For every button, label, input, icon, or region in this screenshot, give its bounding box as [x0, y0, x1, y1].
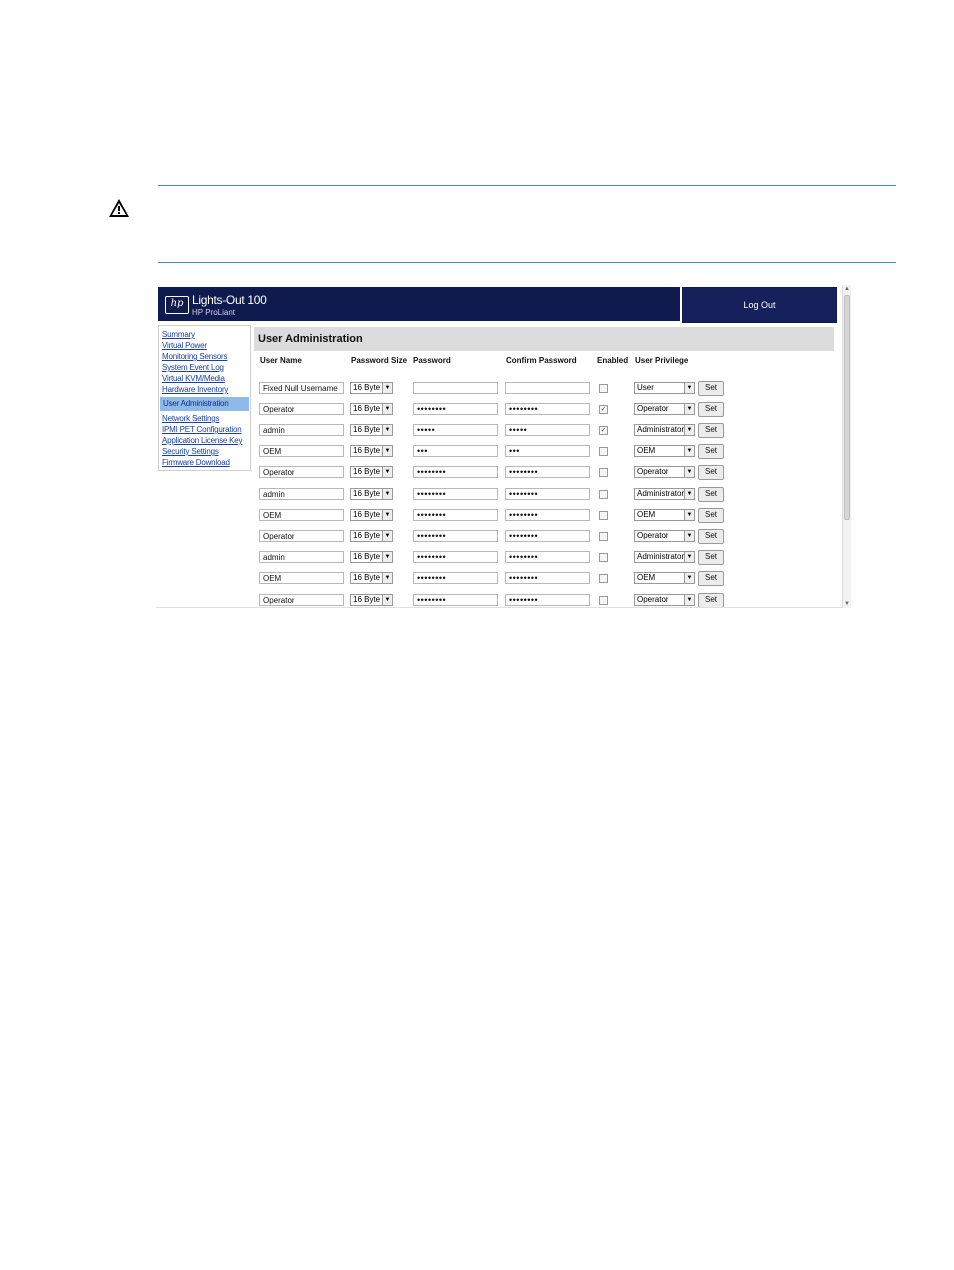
user-name-field[interactable]: OEM: [259, 509, 344, 521]
password-size-select[interactable]: 16 Byte ▼: [350, 594, 393, 606]
user-name-field[interactable]: admin: [259, 551, 344, 563]
user-privilege-select[interactable]: Operator ▼: [634, 530, 695, 542]
dropdown-arrow-icon[interactable]: ▼: [684, 446, 694, 456]
set-button[interactable]: Set: [698, 593, 724, 608]
enabled-checkbox[interactable]: ✓: [600, 427, 607, 434]
password-field[interactable]: [413, 382, 498, 394]
password-size-select[interactable]: 16 Byte ▼: [350, 551, 393, 563]
password-size-select[interactable]: 16 Byte ▼: [350, 424, 393, 436]
nav-item-application-license-key[interactable]: Application License Key: [162, 436, 243, 445]
user-name-field[interactable]: OEM: [259, 445, 344, 457]
hp-logo-icon: hp: [165, 296, 189, 314]
enabled-checkbox[interactable]: [599, 447, 608, 456]
user-name-field[interactable]: Operator: [259, 466, 344, 478]
dropdown-arrow-icon[interactable]: ▼: [382, 467, 392, 477]
confirm-password-field[interactable]: ••••••••: [505, 488, 590, 500]
set-button[interactable]: Set: [698, 529, 724, 544]
column-header-password: Password: [413, 356, 451, 365]
enabled-checkbox[interactable]: [599, 596, 608, 605]
nav-item-monitoring-sensors[interactable]: Monitoring Sensors: [162, 352, 228, 361]
header-banner: [158, 287, 680, 321]
table-row: [156, 530, 846, 544]
dropdown-arrow-icon[interactable]: ▼: [382, 446, 392, 456]
dropdown-arrow-icon[interactable]: ▼: [684, 531, 694, 541]
top-divider: [158, 185, 896, 186]
enabled-checkbox[interactable]: [599, 468, 608, 477]
password-size-select[interactable]: 16 Byte ▼: [350, 382, 393, 394]
password-size-select[interactable]: 16 Byte ▼: [350, 572, 393, 584]
password-size-select[interactable]: 16 Byte ▼: [350, 530, 393, 542]
confirm-password-field[interactable]: ••••••••: [505, 530, 590, 542]
dropdown-arrow-icon[interactable]: ▼: [382, 573, 392, 583]
nav-item-ipmi-pet-configuration[interactable]: IPMI PET Configuration: [162, 425, 242, 434]
confirm-password-field[interactable]: ••••••••: [505, 466, 590, 478]
enabled-checkbox[interactable]: [599, 384, 608, 393]
logout-button[interactable]: Log Out: [682, 287, 837, 323]
set-button[interactable]: Set: [698, 571, 724, 586]
column-header-user-privilege: User Privilege: [635, 356, 689, 365]
column-header-enabled: Enabled: [597, 356, 629, 365]
product-subtitle: HP ProLiant: [192, 308, 235, 317]
password-size-select[interactable]: 16 Byte ▼: [350, 509, 393, 521]
warning-icon: [108, 198, 130, 218]
enabled-checkbox[interactable]: [599, 574, 608, 583]
user-name-field[interactable]: Operator: [259, 594, 344, 606]
dropdown-arrow-icon[interactable]: ▼: [382, 404, 392, 414]
dropdown-arrow-icon[interactable]: ▼: [684, 425, 694, 435]
user-privilege-select[interactable]: Administrator ▼: [634, 488, 695, 500]
confirm-password-field[interactable]: •••: [505, 445, 590, 457]
user-privilege-select[interactable]: Operator ▼: [634, 403, 695, 415]
user-privilege-select[interactable]: Operator ▼: [634, 594, 695, 606]
table-row: [156, 551, 846, 565]
table-row: [156, 488, 846, 502]
enabled-checkbox[interactable]: [599, 553, 608, 562]
dropdown-arrow-icon[interactable]: ▼: [382, 595, 392, 605]
dropdown-arrow-icon[interactable]: ▼: [382, 531, 392, 541]
confirm-password-field[interactable]: ••••••••: [505, 551, 590, 563]
frame-bottom-line: [156, 607, 842, 608]
user-name-field[interactable]: OEM: [259, 572, 344, 584]
nav-item-hardware-inventory[interactable]: Hardware Inventory: [162, 385, 229, 394]
user-name-field[interactable]: Operator: [259, 403, 344, 415]
password-size-select[interactable]: 16 Byte ▼: [350, 488, 393, 500]
password-size-select[interactable]: 16 Byte ▼: [350, 466, 393, 478]
set-button[interactable]: Set: [698, 465, 724, 480]
screenshot-frame: [156, 282, 852, 610]
dropdown-arrow-icon[interactable]: ▼: [684, 467, 694, 477]
dropdown-arrow-icon[interactable]: ▼: [382, 510, 392, 520]
table-row: [156, 594, 846, 608]
nav-item-firmware-download[interactable]: Firmware Download: [162, 458, 230, 467]
dropdown-arrow-icon[interactable]: ▼: [382, 383, 392, 393]
nav-item-user-administration[interactable]: User Administration: [160, 397, 249, 411]
nav-item-security-settings[interactable]: Security Settings: [162, 447, 219, 456]
set-button[interactable]: Set: [698, 550, 724, 565]
password-field[interactable]: ••••••••: [413, 403, 498, 415]
user-privilege-select[interactable]: OEM ▼: [634, 509, 695, 521]
table-row: [156, 466, 846, 480]
dropdown-arrow-icon[interactable]: ▼: [684, 489, 694, 499]
panel-title: User Administration: [254, 327, 834, 351]
user-privilege-select[interactable]: Administrator ▼: [634, 424, 695, 436]
password-field[interactable]: ••••••••: [413, 572, 498, 584]
user-privilege-select[interactable]: OEM ▼: [634, 445, 695, 457]
dropdown-arrow-icon[interactable]: ▼: [684, 595, 694, 605]
dropdown-arrow-icon[interactable]: ▼: [684, 573, 694, 583]
dropdown-arrow-icon[interactable]: ▼: [684, 552, 694, 562]
dropdown-arrow-icon[interactable]: ▼: [382, 489, 392, 499]
user-privilege-select[interactable]: Operator ▼: [634, 466, 695, 478]
scroll-up-icon[interactable]: ▲: [844, 286, 850, 292]
password-field[interactable]: ••••••••: [413, 466, 498, 478]
dropdown-arrow-icon[interactable]: ▼: [382, 425, 392, 435]
user-privilege-select[interactable]: OEM ▼: [634, 572, 695, 584]
set-button[interactable]: Set: [698, 508, 724, 523]
scroll-down-icon[interactable]: ▼: [844, 601, 850, 607]
column-header-user-name: User Name: [260, 356, 302, 365]
password-size-select[interactable]: 16 Byte ▼: [350, 403, 393, 415]
confirm-password-field[interactable]: ••••••••: [505, 572, 590, 584]
password-field[interactable]: ••••••••: [413, 509, 498, 521]
dropdown-arrow-icon[interactable]: ▼: [382, 552, 392, 562]
password-field[interactable]: ••••••••: [413, 488, 498, 500]
table-row: [156, 403, 846, 417]
table-row: [156, 509, 846, 523]
bottom-divider: [158, 262, 896, 263]
password-size-select[interactable]: 16 Byte ▼: [350, 445, 393, 457]
set-button[interactable]: Set: [698, 444, 724, 459]
nav-item-system-event-log[interactable]: System Event Log: [162, 363, 224, 372]
enabled-checkbox[interactable]: ✓: [600, 406, 607, 413]
confirm-password-field[interactable]: ••••••••: [505, 594, 590, 606]
column-header-confirm-password: Confirm Password: [506, 356, 577, 365]
vertical-scrollbar[interactable]: [842, 285, 851, 608]
password-field[interactable]: •••: [413, 445, 498, 457]
nav-item-virtual-power[interactable]: Virtual Power: [162, 341, 207, 350]
enabled-checkbox[interactable]: [599, 532, 608, 541]
table-row: [156, 382, 846, 396]
user-name-field[interactable]: admin: [259, 424, 344, 436]
nav-item-summary[interactable]: Summary: [162, 330, 195, 339]
column-header-password-size: Password Size: [351, 356, 408, 365]
user-name-field[interactable]: admin: [259, 488, 344, 500]
set-button[interactable]: Set: [698, 381, 724, 396]
user-privilege-select[interactable]: User ▼: [634, 382, 695, 394]
password-field[interactable]: ••••••••: [413, 530, 498, 542]
user-privilege-select[interactable]: Administrator ▼: [634, 551, 695, 563]
scroll-thumb[interactable]: [844, 295, 850, 520]
confirm-password-field[interactable]: ••••••••: [505, 509, 590, 521]
table-row: [156, 424, 846, 438]
password-field[interactable]: ••••••••: [413, 594, 498, 606]
password-field[interactable]: •••••: [413, 424, 498, 436]
enabled-checkbox[interactable]: [599, 490, 608, 499]
nav-item-network-settings[interactable]: Network Settings: [162, 414, 220, 423]
dropdown-arrow-icon[interactable]: ▼: [684, 404, 694, 414]
enabled-checkbox[interactable]: [599, 511, 608, 520]
user-name-field[interactable]: Operator: [259, 530, 344, 542]
set-button[interactable]: Set: [698, 423, 724, 438]
set-button[interactable]: Set: [698, 487, 724, 502]
set-button[interactable]: Set: [698, 402, 724, 417]
confirm-password-field[interactable]: [505, 382, 590, 394]
dropdown-arrow-icon[interactable]: ▼: [684, 383, 694, 393]
confirm-password-field[interactable]: •••••: [505, 424, 590, 436]
dropdown-arrow-icon[interactable]: ▼: [684, 510, 694, 520]
table-row: [156, 445, 846, 459]
user-name-field[interactable]: Fixed Null Username: [259, 382, 344, 394]
password-field[interactable]: ••••••••: [413, 551, 498, 563]
table-row: [156, 572, 846, 586]
nav-item-virtual-kvm-media[interactable]: Virtual KVM/Media: [162, 374, 225, 383]
confirm-password-field[interactable]: ••••••••: [505, 403, 590, 415]
product-title: Lights-Out 100: [192, 293, 267, 307]
